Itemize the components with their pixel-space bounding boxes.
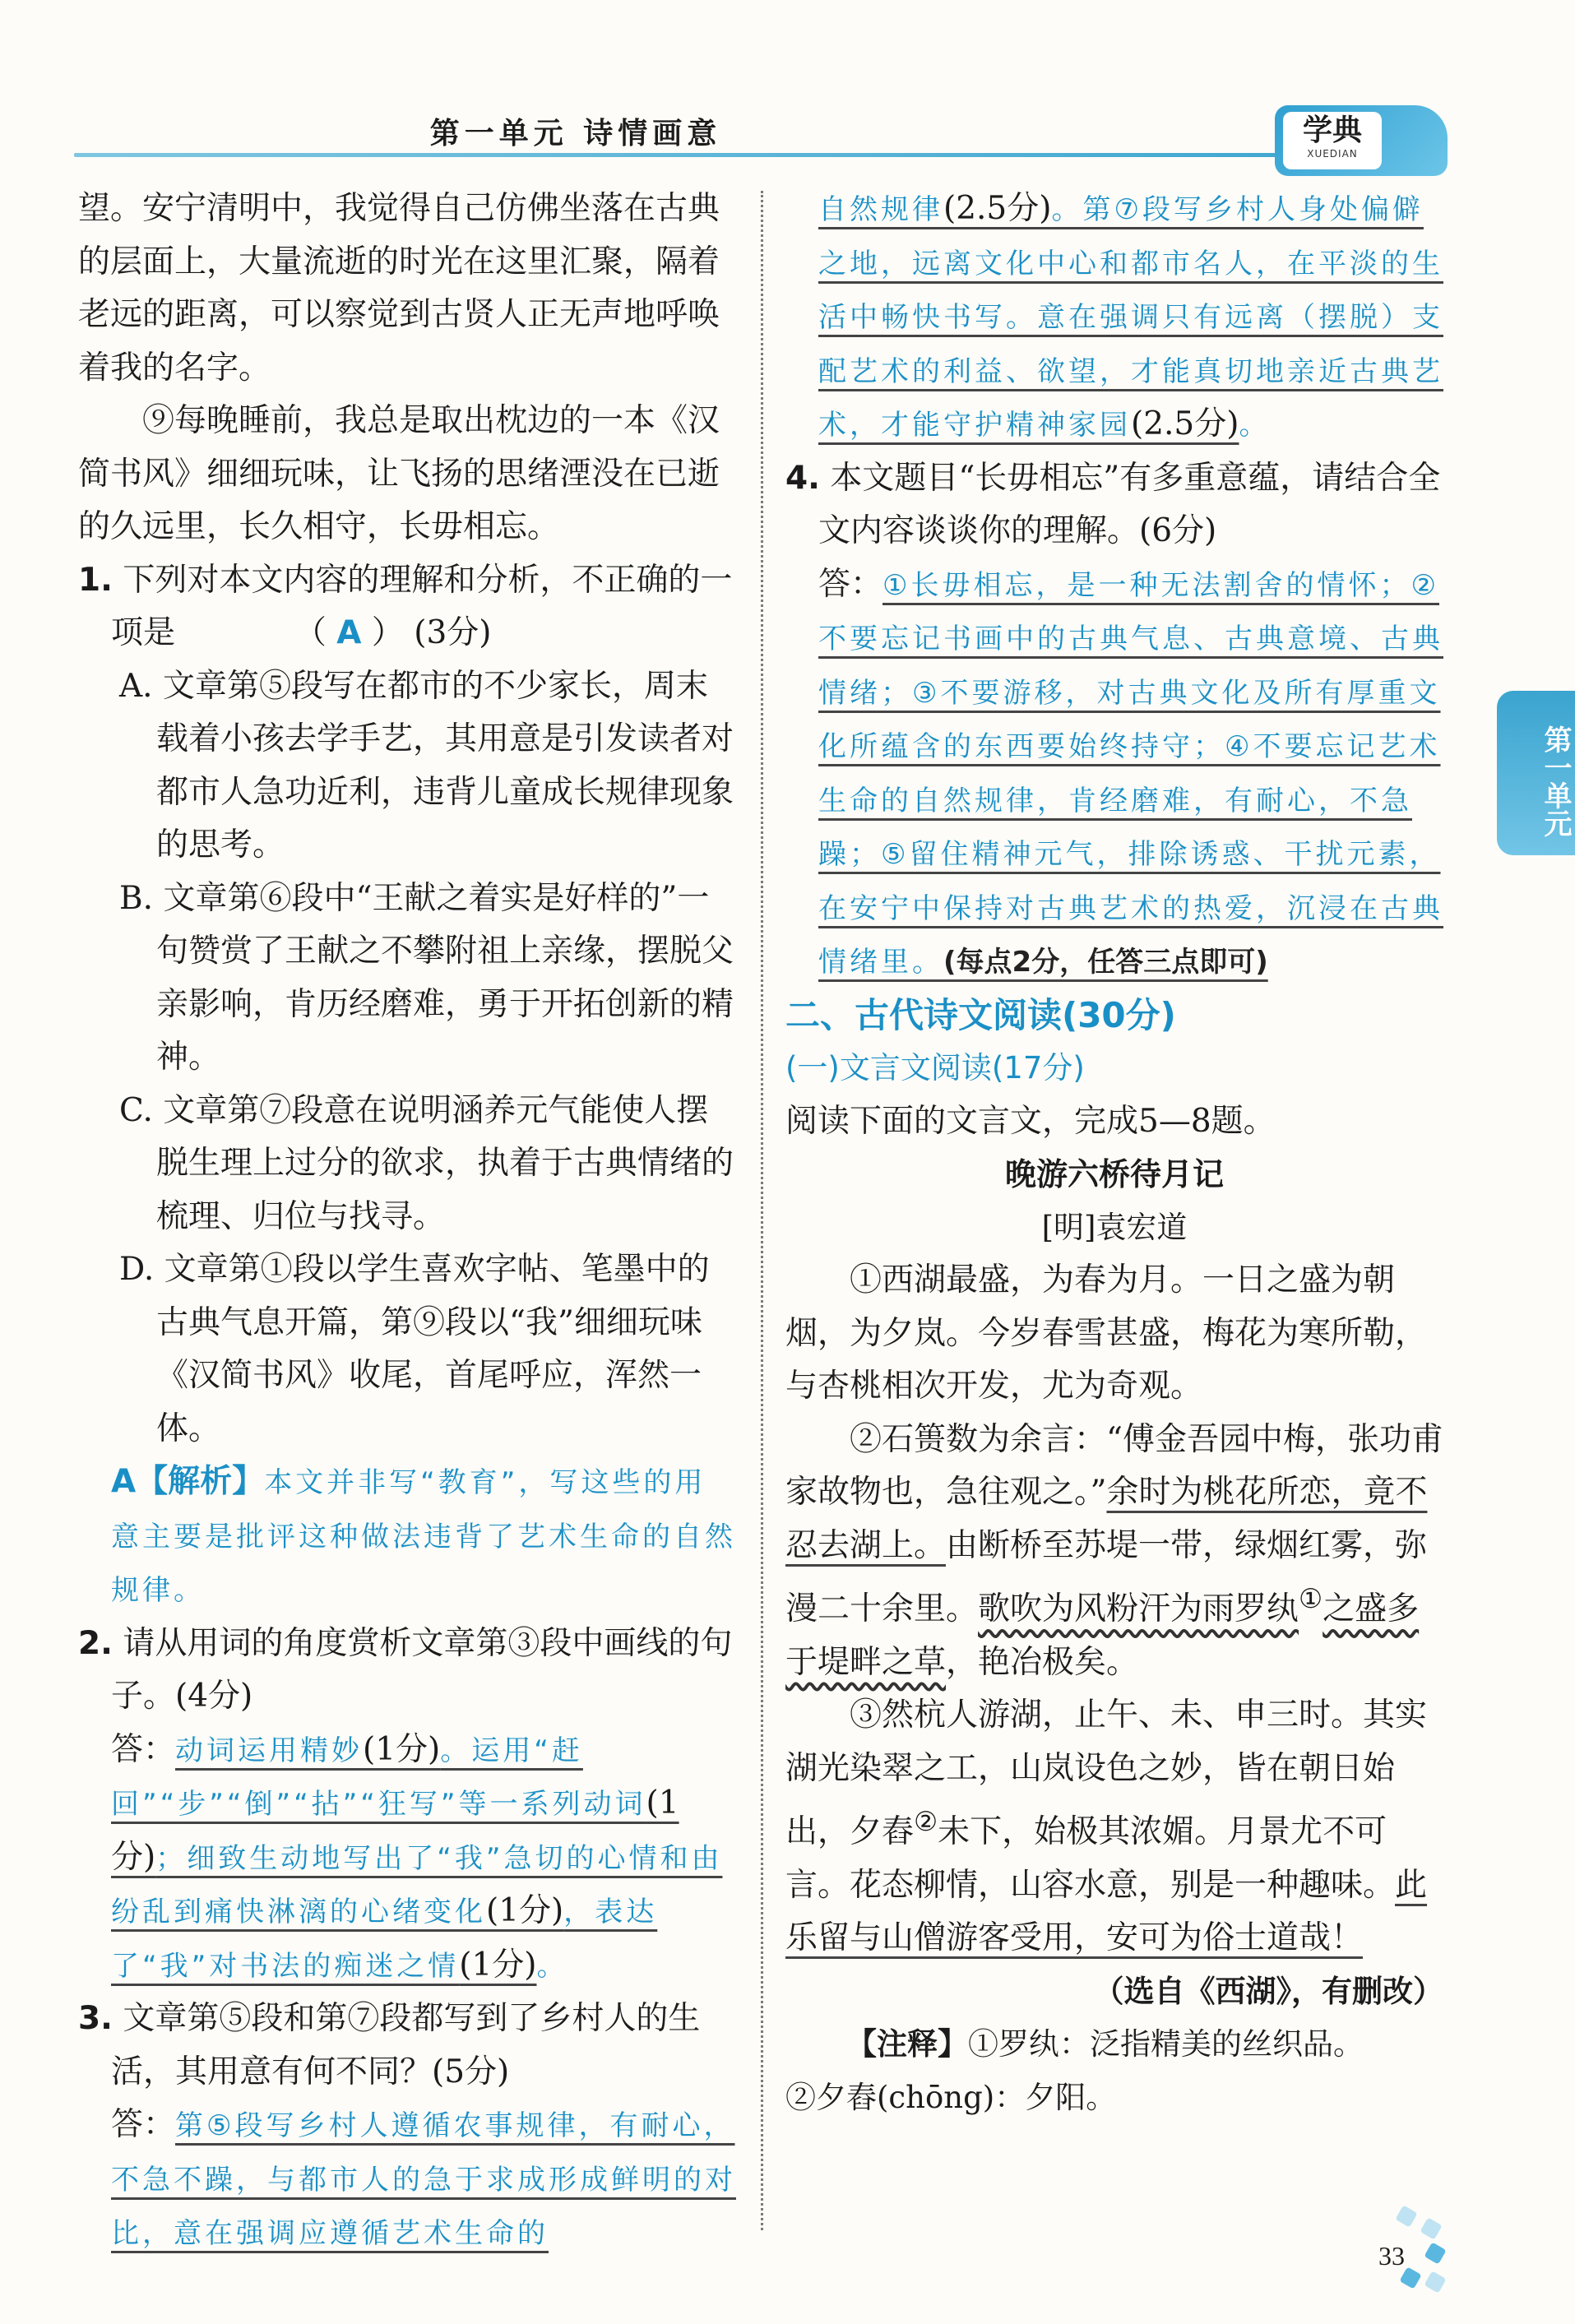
- answer-label: 答：: [818, 565, 883, 603]
- section-title: 二、古代诗文阅读(30分): [785, 994, 1176, 1035]
- answer-score-3: (1分): [486, 1892, 564, 1929]
- answer-part-2: 。运用“赶回”“步”“倒”“拈”“狂写”等一系列动词: [111, 1734, 646, 1821]
- paragraph-3-underlined: 此乐留与山僧游客受用，安可为俗士道哉！: [785, 1866, 1428, 1956]
- footnote-marker-2: ②: [914, 1806, 938, 1837]
- paragraph-2-wavy-b: 之盛多于堤畔之草: [785, 1590, 1420, 1681]
- passage-title: 晚游六桥待月记: [1004, 1156, 1224, 1192]
- option-d: D. 文章第①段以学生喜欢字帖、笔墨中的古典气息开篇，第⑨段以“我”细细玩味《汉简书风》收尾，首尾呼应，浑然一体。: [119, 1251, 710, 1447]
- question-3: [78, 1993, 736, 2099]
- question-score: (3分): [414, 614, 492, 651]
- right-column: [785, 183, 1443, 2124]
- answer-score-4: (1分): [459, 1946, 537, 1984]
- answer-3: [78, 2099, 736, 2261]
- answer-part-1: 第⑤段写乡村人遵循农事规律，有耐心，不急不躁，与都市人的急于求成形成鲜明的对比，意在强调应遵循艺术生命的: [111, 2109, 736, 2250]
- answer-score-1: (1分): [363, 1730, 441, 1768]
- answer-paren-close: ）: [371, 614, 404, 651]
- answer-end: 。: [1239, 409, 1271, 442]
- left-column: [78, 183, 736, 2261]
- note-2: ②夕舂(chōng)：夕阳。: [785, 2079, 1117, 2115]
- option-a: A. 文章第⑤段写在都市的不少家长，周末载着小孩去学手艺，其用意是引发读者对都市人急功近利，违背儿童成长规律现象的思考。: [119, 667, 734, 863]
- page-number: 33: [1378, 2241, 1405, 2271]
- answer-part-3: ；细致生动地写出了“我”急切的心情和由纷乱到痛快淋漓的心绪变化: [111, 1841, 723, 1928]
- classical-paragraph-2: [785, 1414, 1443, 1690]
- answer-choice: A: [336, 614, 362, 651]
- answer-end: 。: [536, 1949, 568, 1983]
- answer-text: ①长毋相忘，是一种无法割舍的情怀；②不要忘记书画中的古典气息、古典意境、古典情绪；③不要游移，对古典文化及所有厚重文化所蕴含的东西要始终持守；④不要忘记艺术生命的自然规律，肯经磨难，有耐心，不急躁；⑤留住精神元气，排除诱惑、干扰元素，在安宁中保持对古典艺术的热爱，沉浸在古典情绪里。: [818, 568, 1443, 979]
- paragraph-2-part-a: ②石篑数为余言：“傅金吾园中梅，张功甫家故物也，急往观之。”: [785, 1420, 1443, 1511]
- hex-shape: [1424, 2242, 1446, 2264]
- paragraph-3-part-a: ③然杭人游湖，止午、未、申三时。其实湖光染翠之工，山岚设色之妙，皆在朝日始出，夕舂: [785, 1697, 1428, 1850]
- analysis-tag: A【解析】: [111, 1463, 265, 1500]
- question-1: [78, 554, 736, 660]
- question-stem: 下列对本文内容的理解和分析，不正确的一项是: [111, 561, 733, 651]
- paragraph-2-wavy-a: 歌吹为风粉汗为雨罗纨: [978, 1590, 1299, 1627]
- logo-subtext: XUEDIAN: [1307, 148, 1358, 160]
- answer-part-2: 自然规律: [818, 193, 943, 226]
- hex-shape: [1420, 2217, 1442, 2239]
- option-c: C. 文章第⑦段意在说明涵养元气能使人摆脱生理上过分的欲求，执着于古典情绪的梳理、归位与找寻。: [119, 1091, 734, 1235]
- passage-paragraph-9: ⑨每晚睡前，我总是取出枕边的一本《汉简书风》细细玩味，让飞扬的思绪湮没在已逝的久远里，长久相守，长毋相忘。: [78, 402, 720, 545]
- column-divider: [761, 191, 763, 2230]
- section-subtitle: (一)文言文阅读(17分): [785, 1050, 1085, 1086]
- answer-score-2: (1分): [111, 1785, 679, 1876]
- option-b: B. 文章第⑥段中“王献之着实是好样的”一句赞赏了王献之不攀附祖上亲缘，摆脱父亲影响，肯历经磨难，勇于开拓创新的精神。: [119, 879, 734, 1076]
- question-4: [785, 452, 1443, 558]
- instruction: 阅读下面的文言文，完成5—8题。: [785, 1102, 1276, 1140]
- notes: [785, 2018, 1443, 2072]
- question-stem: 文章第⑤段和第⑦段都写到了乡村人的生活，其用意有何不同？(5分): [111, 2000, 701, 2090]
- unit-side-tab: 第一单元: [1497, 691, 1575, 855]
- logo-text: 学典: [1302, 113, 1362, 147]
- answer-label: 答：: [111, 1730, 176, 1768]
- unit-title: 第一单元 诗情画意: [429, 116, 722, 150]
- answer-part-1: 动词运用精妙: [175, 1734, 364, 1767]
- note-1: ①罗纨：泛指精美的丝织品。: [968, 2026, 1364, 2062]
- question-2: [78, 1618, 736, 1724]
- analysis-text: 本文并非写“教育”，写这些的用意主要是批评这种做法违背了艺术生命的自然规律。: [111, 1466, 736, 1607]
- answer-score-2: (2.5分): [1131, 405, 1239, 442]
- page-header: [74, 99, 1431, 164]
- answer-label: 答：: [111, 2106, 176, 2143]
- question-number: 2.: [78, 1624, 113, 1662]
- passage-source: （选自《西湖》，有删改）: [1093, 1973, 1443, 2009]
- answer-part-4: ，表达了“我”对书法的痴迷之情: [111, 1896, 658, 1983]
- paragraph-2-part-f: ，艳冶极矣。: [946, 1643, 1139, 1681]
- question-number: 4.: [785, 459, 820, 497]
- publisher-logo: [1275, 105, 1448, 176]
- logo-badge: [1283, 112, 1382, 169]
- passage-continuation: 望。安宁清明中，我觉得自己仿佛坐落在古典的层面上，大量流逝的时光在这里汇聚，隔着老远的距离，可以察觉到古贤人正无声地呼唤着我的名字。: [78, 190, 720, 387]
- question-stem: 请从用词的角度赏析文章第③段中画线的句子。(4分): [111, 1624, 733, 1715]
- hex-shape: [1395, 2205, 1417, 2227]
- classical-paragraph-3: [785, 1689, 1443, 1965]
- question-number: 3.: [78, 2000, 113, 2037]
- header-rule: [74, 153, 1431, 157]
- question-number: 1.: [78, 561, 113, 599]
- analysis-1: [78, 1456, 736, 1618]
- paragraph-3-part-b: 未下，始极其浓媚。月景尤不可言。花态柳情，山容水意，别是一种趣味。: [785, 1813, 1396, 1904]
- paragraph-2-underlined: 余时为桃花所恋，竟不忍去湖上。: [785, 1474, 1428, 1564]
- footnote-marker-1: ①: [1299, 1583, 1323, 1614]
- question-stem: 本文题目“长毋相忘”有多重意蕴，请结合全文内容谈谈你的理解。(6分): [818, 459, 1441, 549]
- hex-shape: [1424, 2271, 1446, 2293]
- answer-4: [785, 558, 1443, 989]
- notes-tag: 【注释】: [846, 2026, 968, 2062]
- classical-paragraph-1: ①西湖最盛，为春为月。一日之盛为朝烟，为夕岚。今岁春雪甚盛，梅花为寒所勒，与杏桃相次开发，尤为奇观。: [785, 1262, 1428, 1405]
- answer-2: [78, 1724, 736, 1993]
- answer-paren-open: （: [294, 614, 327, 651]
- answer-part-3: 。第⑦段写乡村人身处偏僻之地，远离文化中心和都市名人，在平淡的生活中畅快书写。意在强调只有远离（摆脱）支配艺术的利益、欲望，才能真切地亲近古典艺术，才能守护精神家园: [818, 193, 1443, 442]
- answer-scoring-note: (每点2分，任答三点即可): [943, 946, 1268, 979]
- paragraph-2-part-c: 由断桥至苏堤一带，绿烟红雾，弥漫二十余里。: [785, 1526, 1428, 1627]
- answer-3-continued: [785, 183, 1443, 452]
- answer-score-1: (2.5分): [943, 190, 1052, 227]
- passage-author: [明]袁宏道: [1041, 1209, 1188, 1245]
